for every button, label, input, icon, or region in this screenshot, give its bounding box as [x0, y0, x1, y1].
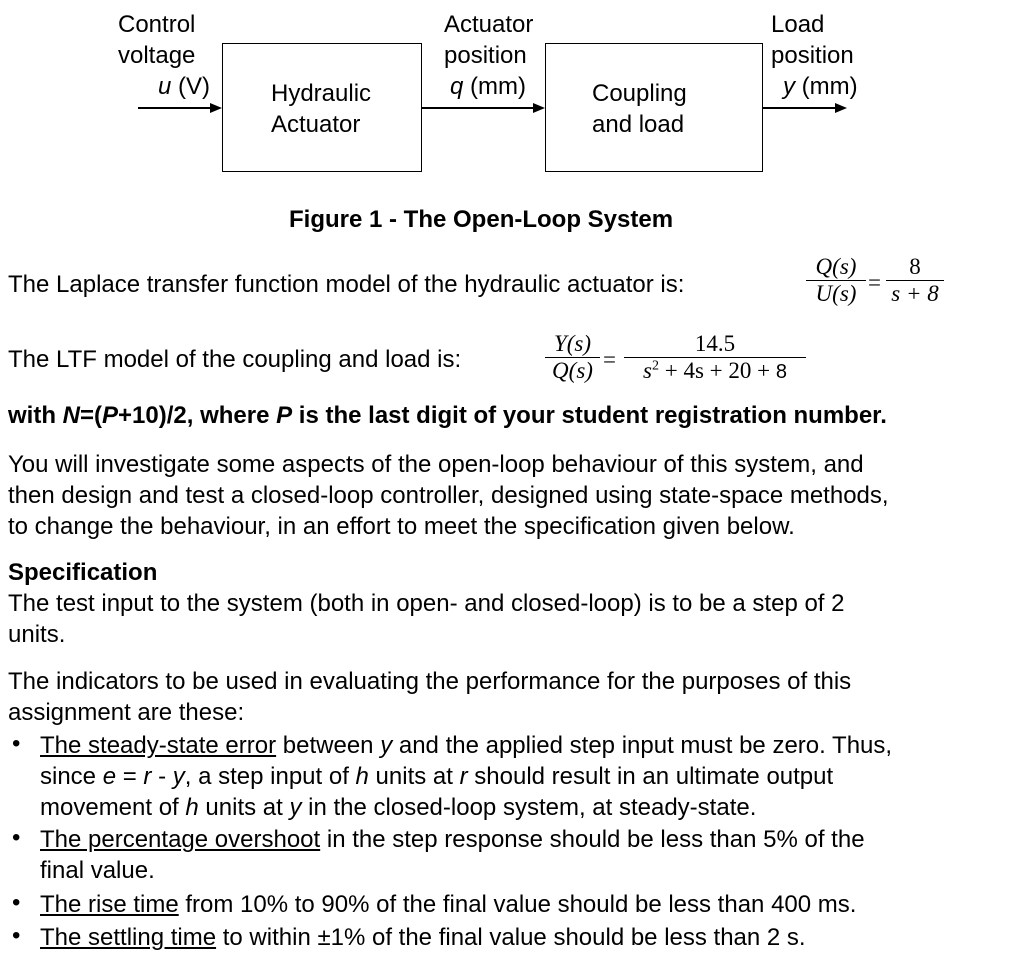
eq1-rhs-den: s + 8: [891, 281, 939, 306]
coupling-load-label: Coupling and load: [592, 80, 687, 138]
bullet-2-dot: •: [12, 824, 21, 851]
eq1-lhs-fraction: [806, 254, 866, 307]
eq2-lhs-fraction: [545, 331, 600, 384]
eq2-equals: =: [603, 347, 616, 372]
eq2-text: The LTF model of the coupling and load is:: [8, 346, 462, 373]
input-label: Control voltage: [118, 11, 196, 69]
output-signal: y (mm): [783, 73, 858, 100]
bullet-3: The rise time from 10% to 90% of the final value should be less than 400 ms.: [40, 891, 857, 918]
bullet-3-dot: •: [12, 889, 21, 916]
bullet-4-dot: •: [12, 922, 21, 949]
eq1-text: The Laplace transfer function model of the hydraulic actuator is:: [8, 271, 685, 298]
figure-caption: Figure 1 - The Open-Loop System: [289, 206, 674, 233]
eq2-rhs-den: $s^2 + 4s + 20 + 8$: [643, 358, 787, 383]
eq2-lhs-num: Y(s): [553, 331, 592, 356]
mid-arrow-head: [533, 103, 545, 113]
eq1-lhs-den: U(s): [815, 281, 857, 306]
output-label: Load position: [771, 11, 854, 69]
spec-heading: Specification: [8, 559, 158, 586]
spec-paragraph: The test input to the system (both in open- and closed-loop) is to be a step of 2 units.: [8, 590, 845, 648]
output-arrow-head: [835, 103, 847, 113]
diagram-arrows: [0, 0, 1024, 180]
eq2-lhs-den: Q(s): [552, 358, 593, 383]
bullet-1: The steady-state error between y and the applied step input must be zero. Thus, since e = r - y, a step input of h units at r should result in an ultimate output movement of h units at y in the closed-loop system, at steady-state.: [40, 732, 893, 821]
eq1-lhs-num: Q(s): [815, 254, 857, 279]
bullet-2: The percentage overshoot in the step response should be less than 5% of the final value.: [40, 826, 865, 884]
input-signal: u (V): [158, 73, 211, 100]
eq1-rhs-fraction: [886, 254, 944, 307]
intro-paragraph: You will investigate some aspects of the open-loop behaviour of this system, and then design and test a closed-loop controller, designed using state-space methods, to change the behaviour, in an effort to meet the specification given below.: [8, 451, 889, 540]
mid-signal: q (mm): [450, 73, 526, 100]
hydraulic-actuator-label: Hydraulic Actuator: [271, 80, 372, 138]
eq2-rhs-num: 14.5: [694, 331, 736, 356]
input-arrow-head: [210, 103, 222, 113]
bullet-4: The settling time to within ±1% of the final value should be less than 2 s.: [40, 924, 806, 951]
eq1-equals: =: [868, 270, 881, 295]
mid-label: Actuator position: [444, 11, 534, 69]
eq1-rhs-num: 8: [909, 254, 921, 279]
bullet-1-dot: •: [12, 730, 21, 757]
registration-note: with N=(P+10)/2, where P is the last digit of your student registration number.: [8, 402, 887, 429]
indicators-paragraph: The indicators to be used in evaluating the performance for the purposes of this assignment are these:: [8, 668, 852, 726]
eq2-rhs-fraction: [624, 331, 806, 384]
